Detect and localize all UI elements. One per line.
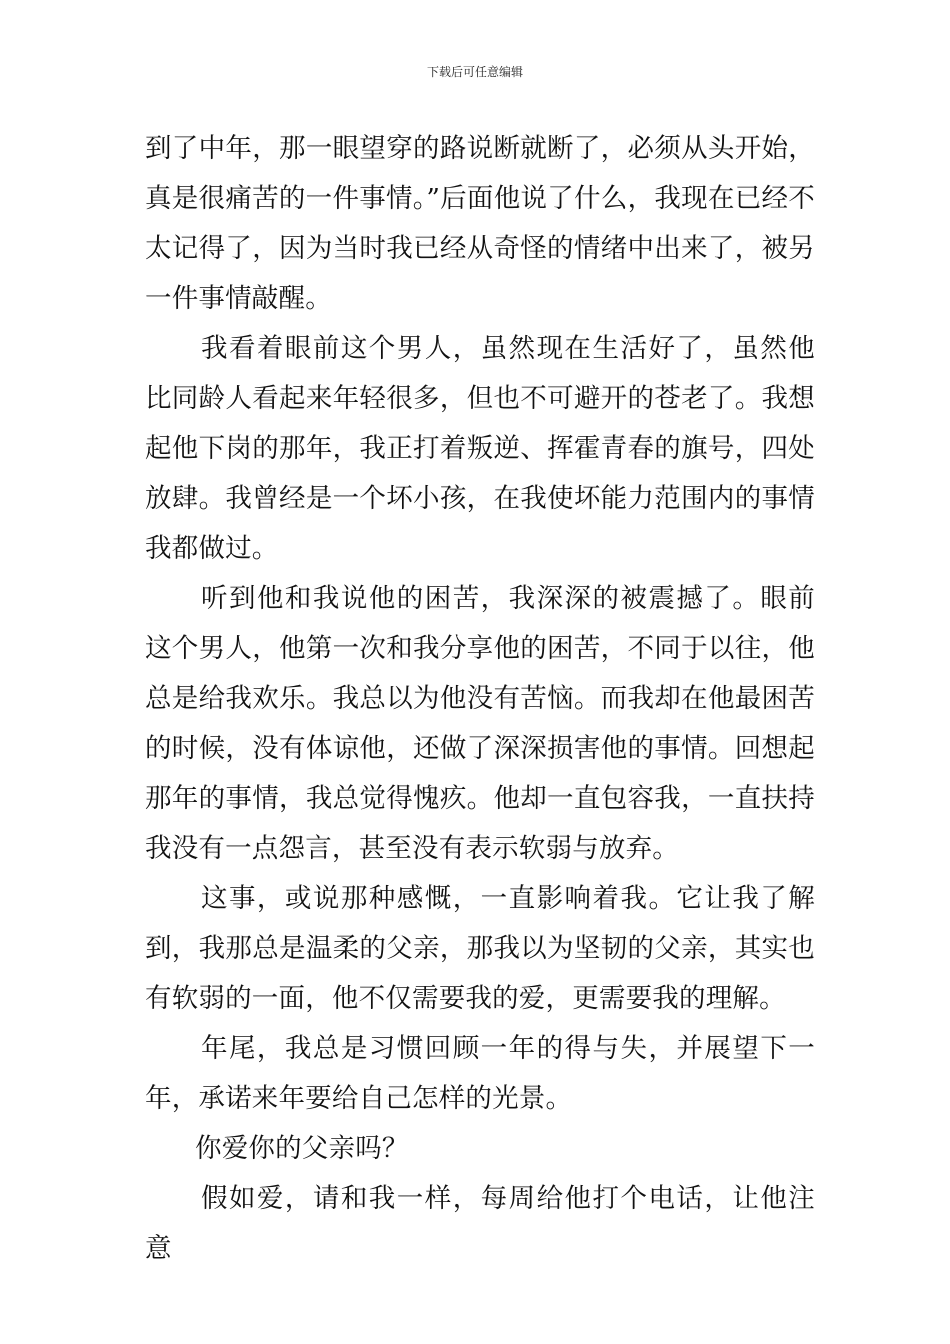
paragraph-3: 听到他和我说他的困苦，我深深的被震撼了。眼前这个男人，他第一次和我分享他的困苦，不同于以往，他总是给我欢乐。我总以为他没有苦恼。而我却在他最困苦的时候，没有体谅他，还做了深深损害他的事情。回想起那年的事情，我总觉得愧疚。他却一直包容我，一直扶持我没有一点怨言，甚至没有表示软弱与放弃。 [145, 583, 815, 864]
page-header: 下载后可任意编辑 [426, 65, 523, 79]
paragraph-7: 假如爱，请和我一样，每周给他打个电话，让他注意 [145, 1183, 815, 1264]
paragraph-6: 你爱你的父亲吗？ [195, 1133, 409, 1164]
paragraph-2: 我看着眼前这个男人，虽然现在生活好了，虽然他比同龄人看起来年轻很多，但也不可避开的苍老了。我想起他下岗的那年，我正打着叛逆、挥霍青春的旗号，四处放肆。我曾经是一个坏小孩，在我使坏能力范围内的事情我都做过。 [145, 333, 815, 564]
document-body [145, 124, 815, 1274]
paragraph-5: 年尾，我总是习惯回顾一年的得与失，并展望下一年，承诺来年要给自己怎样的光景。 [145, 1033, 815, 1114]
paragraph-1: 到了中年，那一眼望穿的路说断就断了，必须从头开始，真是很痛苦的一件事情。”后面他说了什么，我现在已经不太记得了，因为当时我已经从奇怪的情绪中出来了，被另一件事情敲醒。 [145, 133, 815, 314]
paragraph-4: 这事，或说那种感慨，一直影响着我。它让我了解到，我那总是温柔的父亲，那我以为坚韧的父亲，其实也有软弱的一面，他不仅需要我的爱，更需要我的理解。 [145, 883, 815, 1014]
